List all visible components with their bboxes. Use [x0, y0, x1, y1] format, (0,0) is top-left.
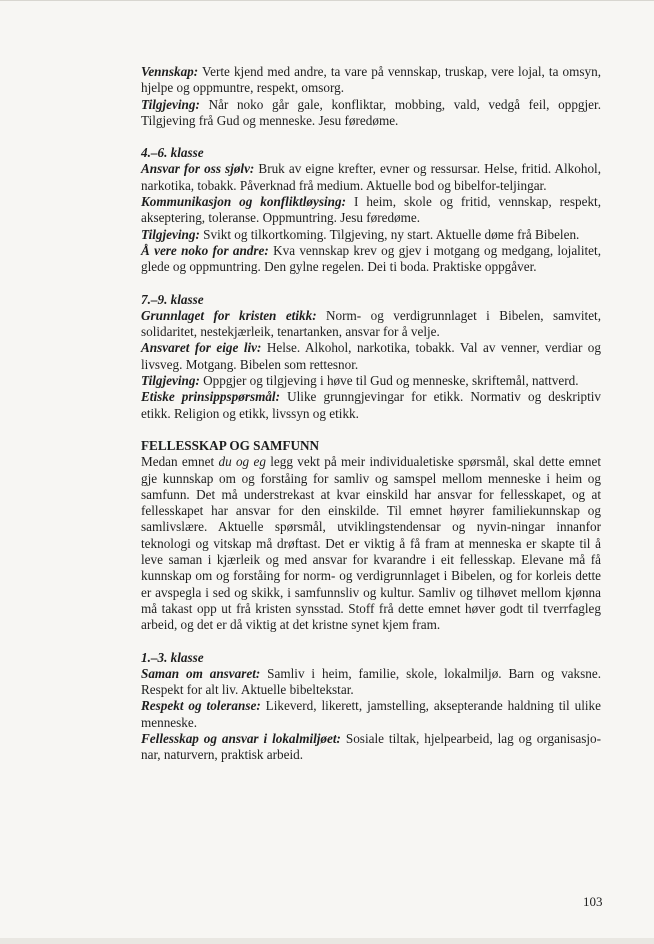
- paragraph-rest: legg vekt på meir individualetiske spørsmål, skal dette emnet gje kunnskap om og forståing for samliv og samspel mellom menneske i heim og samfunn. Det må understrekast at kvar einskild har ansvar for fellesskapet, og at fellesskapet har ansvar for den einskilde. Til emnet høyrer familiekunnskap og samlivslære. Aktuelle spørsmål, utviklingstendensar og nyvin-ningar innanfor teknologi og vitskap må drøftast. Det er viktig å få fram at menneska er skapte til å leve saman i kjærleik og med ansvar for kvarandre i eit fellesskap. Elevane må få kunnskap om og forståing for norm- og verdigrunnlaget i Bibelen, og for korleis dette er avspegla i sed og skikk, i samfunnsliv og kultur. Samliv og tilhøvet mellom kjønna må takast opp ut frå kristen synsstad. Stoff frå dette emnet høver godt til tverrfagleg arbeid, og det er då viktig at det kristne synet kjem fram.: [141, 454, 601, 633]
- list-item: [141, 373, 601, 389]
- spacer: [141, 634, 601, 650]
- emphasis-text: du og eg: [218, 454, 266, 470]
- term-text: Helse. Alkohol, narkotika, tobakk. Val av venner, verdiar og livsveg. Motgang. Bibelen som rettesnor.: [141, 340, 601, 372]
- body-text: [141, 64, 601, 764]
- term-label: Tilgjeving:: [141, 226, 200, 242]
- term-label: Saman om ansvaret:: [141, 665, 261, 681]
- list-item: [141, 194, 601, 227]
- list-item: [141, 308, 601, 341]
- term-label: Ansvaret for eige liv:: [141, 340, 262, 356]
- section-title: FELLESSKAP OG SAMFUNN: [141, 437, 320, 453]
- term-label: Respekt og toleranse:: [141, 698, 261, 714]
- term-label: Fellesskap og ansvar i lokalmiljøet:: [141, 730, 341, 746]
- list-item: [141, 389, 601, 422]
- term-text: Kva vennskap krev og gjev i motgang og medgang, lojalitet, glede og oppmuntring. Den gylne regelen. Dei ti boda. Praktiske oppgåver.: [141, 242, 601, 275]
- list-item: [141, 666, 601, 699]
- grade-1-3-heading: 1.–3. klasse: [141, 649, 204, 665]
- grade-7-9-heading: 7.–9. klasse: [141, 291, 204, 307]
- intro-tilgjeving: [141, 97, 601, 130]
- spacer: [141, 129, 601, 145]
- term-label: Tilgjeving:: [141, 373, 200, 389]
- term-label: Etiske prinsippspørsmål:: [141, 389, 280, 405]
- term-label: Å vere noko for andre:: [141, 242, 269, 258]
- list-item: [141, 698, 601, 731]
- term-text: Norm- og verdigrunnlaget i Bibelen, samvitet, solidaritet, nestekjærleik, tenartanken, ansvar for å velje.: [141, 307, 602, 340]
- term-text: Svikt og tilkortkoming. Tilgjeving, ny start. Aktuelle døme frå Bibelen.: [199, 226, 580, 242]
- term-text: Sosiale tiltak, hjelpearbeid, lag og organisasjo-nar, naturvern, praktisk arbeid.: [141, 730, 602, 763]
- grade-4-6-heading: 4.–6. klasse: [141, 145, 204, 161]
- page-top-edge: [0, 0, 654, 1]
- term-text: Ulike grunngjevingar for etikk. Normativ og deskriptiv etikk. Religion og etikk, livssyn og etikk.: [141, 389, 601, 421]
- paragraph-start: Medan emnet: [141, 454, 219, 470]
- term-text: Når noko går gale, konfliktar, mobbing, vald, vedgå feil, oppgjer. Tilgjeving frå Gud og menneske. Jesu føredøme.: [141, 96, 601, 128]
- term-label: Tilgjeving:: [141, 96, 200, 112]
- term-label: Kommunikasjon og konfliktløysing:: [141, 194, 346, 210]
- term-text: I heim, skole og fritid, vennskap, respekt, akseptering, toleranse. Oppmuntring. Jesu føredøme.: [141, 194, 601, 226]
- term-text: Likeverd, likerett, jamstelling, aksepterande haldning til ulike menneske.: [141, 698, 602, 730]
- term-text: Bruk av eigne krefter, evner og ressursar. Helse, fritid. Alkohol, narkotika, tobakk. Påverknad frå medium. Aktuelle bod og bibelfor-teljingar.: [141, 161, 601, 193]
- term-label: Grunnlaget for kristen etikk:: [141, 307, 317, 323]
- term-text: Verte kjend med andre, ta vare på vennskap, truskap, vere lojal, ta omsyn, hjelpe og oppmuntre, respekt, omsorg.: [141, 64, 601, 96]
- section-paragraph: [141, 454, 601, 633]
- spacer: [141, 276, 601, 292]
- spacer: [141, 422, 601, 438]
- list-item: [141, 340, 601, 373]
- page-bottom-edge: [0, 938, 654, 944]
- list-item: [141, 227, 601, 243]
- term-text: Oppgjer og tilgjeving i høve til Gud og menneske, skriftemål, nattverd.: [199, 373, 579, 389]
- intro-vennskap: [141, 64, 601, 97]
- term-label: Ansvar for oss sjølv:: [141, 161, 255, 177]
- page-number: 103: [583, 894, 603, 909]
- list-item: [141, 731, 601, 764]
- term-text: Samliv i heim, familie, skole, lokalmiljø. Barn og vaksne. Respekt for alt liv. Aktuelle bibeltekstar.: [141, 665, 601, 698]
- list-item: [141, 161, 601, 194]
- term-label: Vennskap:: [141, 64, 199, 79]
- list-item: [141, 243, 601, 276]
